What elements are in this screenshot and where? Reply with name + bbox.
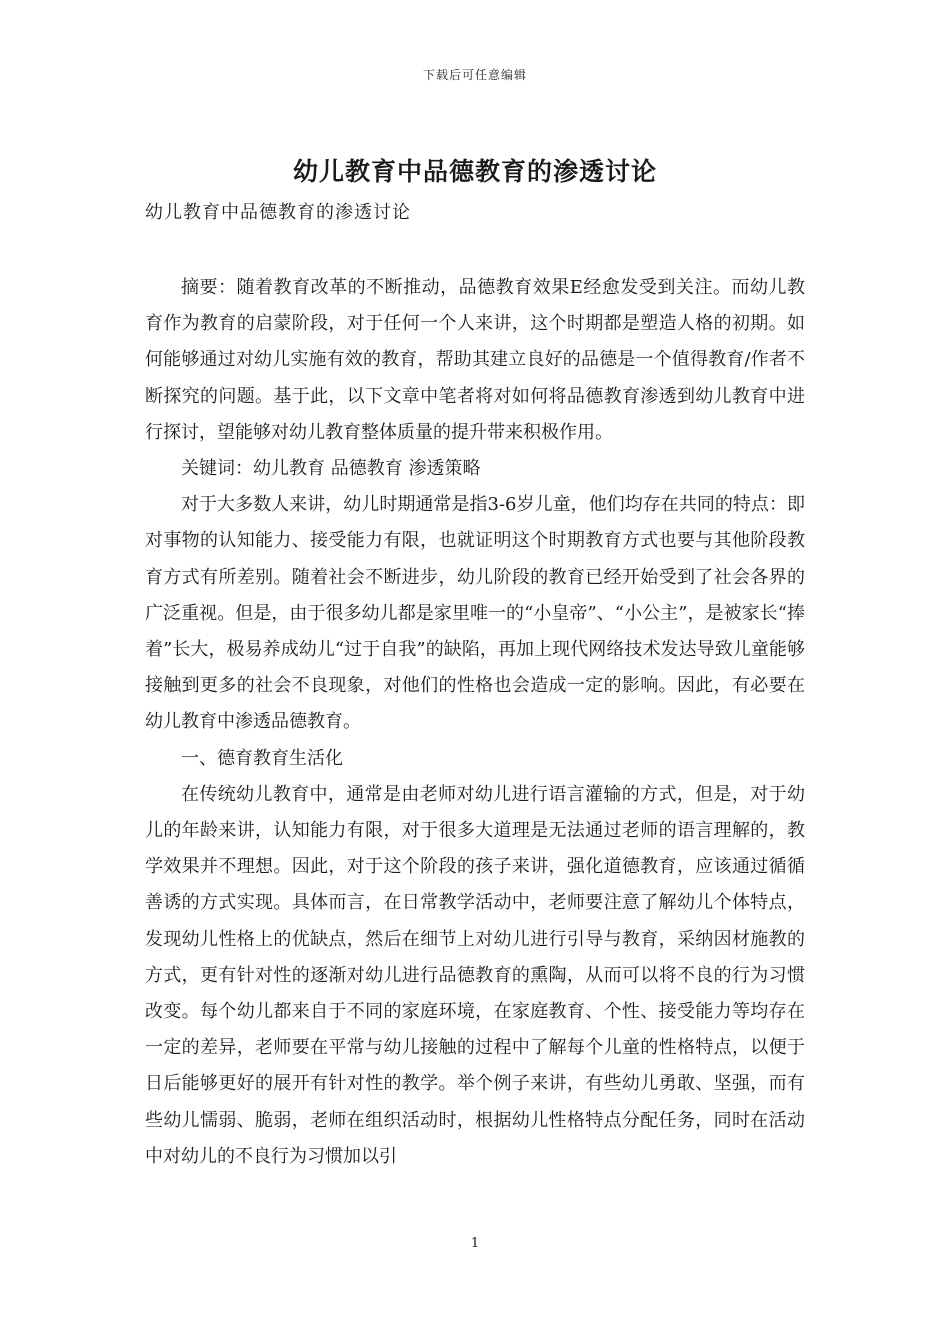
section-heading-1: 一、德育教育生活化 [181,747,343,769]
page-number: 1 [470,1236,480,1251]
document-subtitle: 幼儿教育中品德教育的渗透讨论 [145,202,411,223]
intro-paragraph: 对于大多数人来讲，幼儿时期通常是指3-6岁儿童，他们均存在共同的特点：即对事物的认知能力、接受能力有限，也就证明这个时期教育方式也要与其他阶段教育方式有所差别。随着社会不断进步，幼儿阶段的教育已经开始受到了社会各界的广泛重视。但是，由于很多幼儿都是家里唯一的“小皇帝”、“小公主”，是被家长“捧着”长大，极易养成幼儿“过于自我”的缺陷，再加上现代网络技术发达导致儿童能够接触到更多的社会不良现象，对他们的性格也会造成一定的影响。因此，有必要在幼儿教育中渗透品德教育。 [145,494,805,733]
document-body [145,270,805,1175]
abstract-paragraph: 摘要：随着教育改革的不断推动，品德教育效果E经愈发受到关注。而幼儿教育作为教育的启蒙阶段，对于任何一个人来讲，这个时期都是塑造人格的初期。如何能够通过对幼儿实施有效的教育，帮助其建立良好的品德是一个值得教育/作者不断探究的问题。基于此，以下文章中笔者将对如何将品德教育渗透到幼儿教育中进行探讨，望能够对幼儿教育整体质量的提升带来积极作用。 [145,277,805,443]
section-1-paragraph: 在传统幼儿教育中，通常是由老师对幼儿进行语言灌输的方式，但是，对于幼儿的年龄来讲，认知能力有限，对于很多大道理是无法通过老师的语言理解的，教学效果并不理想。因此，对于这个阶段的孩子来讲，强化道德教育，应该通过循循善诱的方式实现。具体而言，在日常教学活动中，老师要注意了解幼儿个体特点，发现幼儿性格上的优缺点，然后在细节上对幼儿进行引导与教育，采纳因材施教的方式，更有针对性的逐渐对幼儿进行品德教育的熏陶，从而可以将不良的行为习惯改变。每个幼儿都来自于不同的家庭环境，在家庭教育、个性、接受能力等均存在一定的差异，老师要在平常与幼儿接触的过程中了解每个儿童的性格特点，以便于日后能够更好的展开有针对性的教学。举个例子来讲，有些幼儿勇敢、坚强，而有些幼儿懦弱、脆弱，老师在组织活动时，根据幼儿性格特点分配任务，同时在活动中对幼儿的不良行为习惯加以引 [145,783,805,1167]
header-note: 下载后可任意编辑 [422,68,527,82]
document-title: 幼儿教育中品德教育的渗透讨论 [292,157,657,186]
keywords-paragraph: 关键词：幼儿教育 品德教育 渗透策略 [181,458,481,480]
